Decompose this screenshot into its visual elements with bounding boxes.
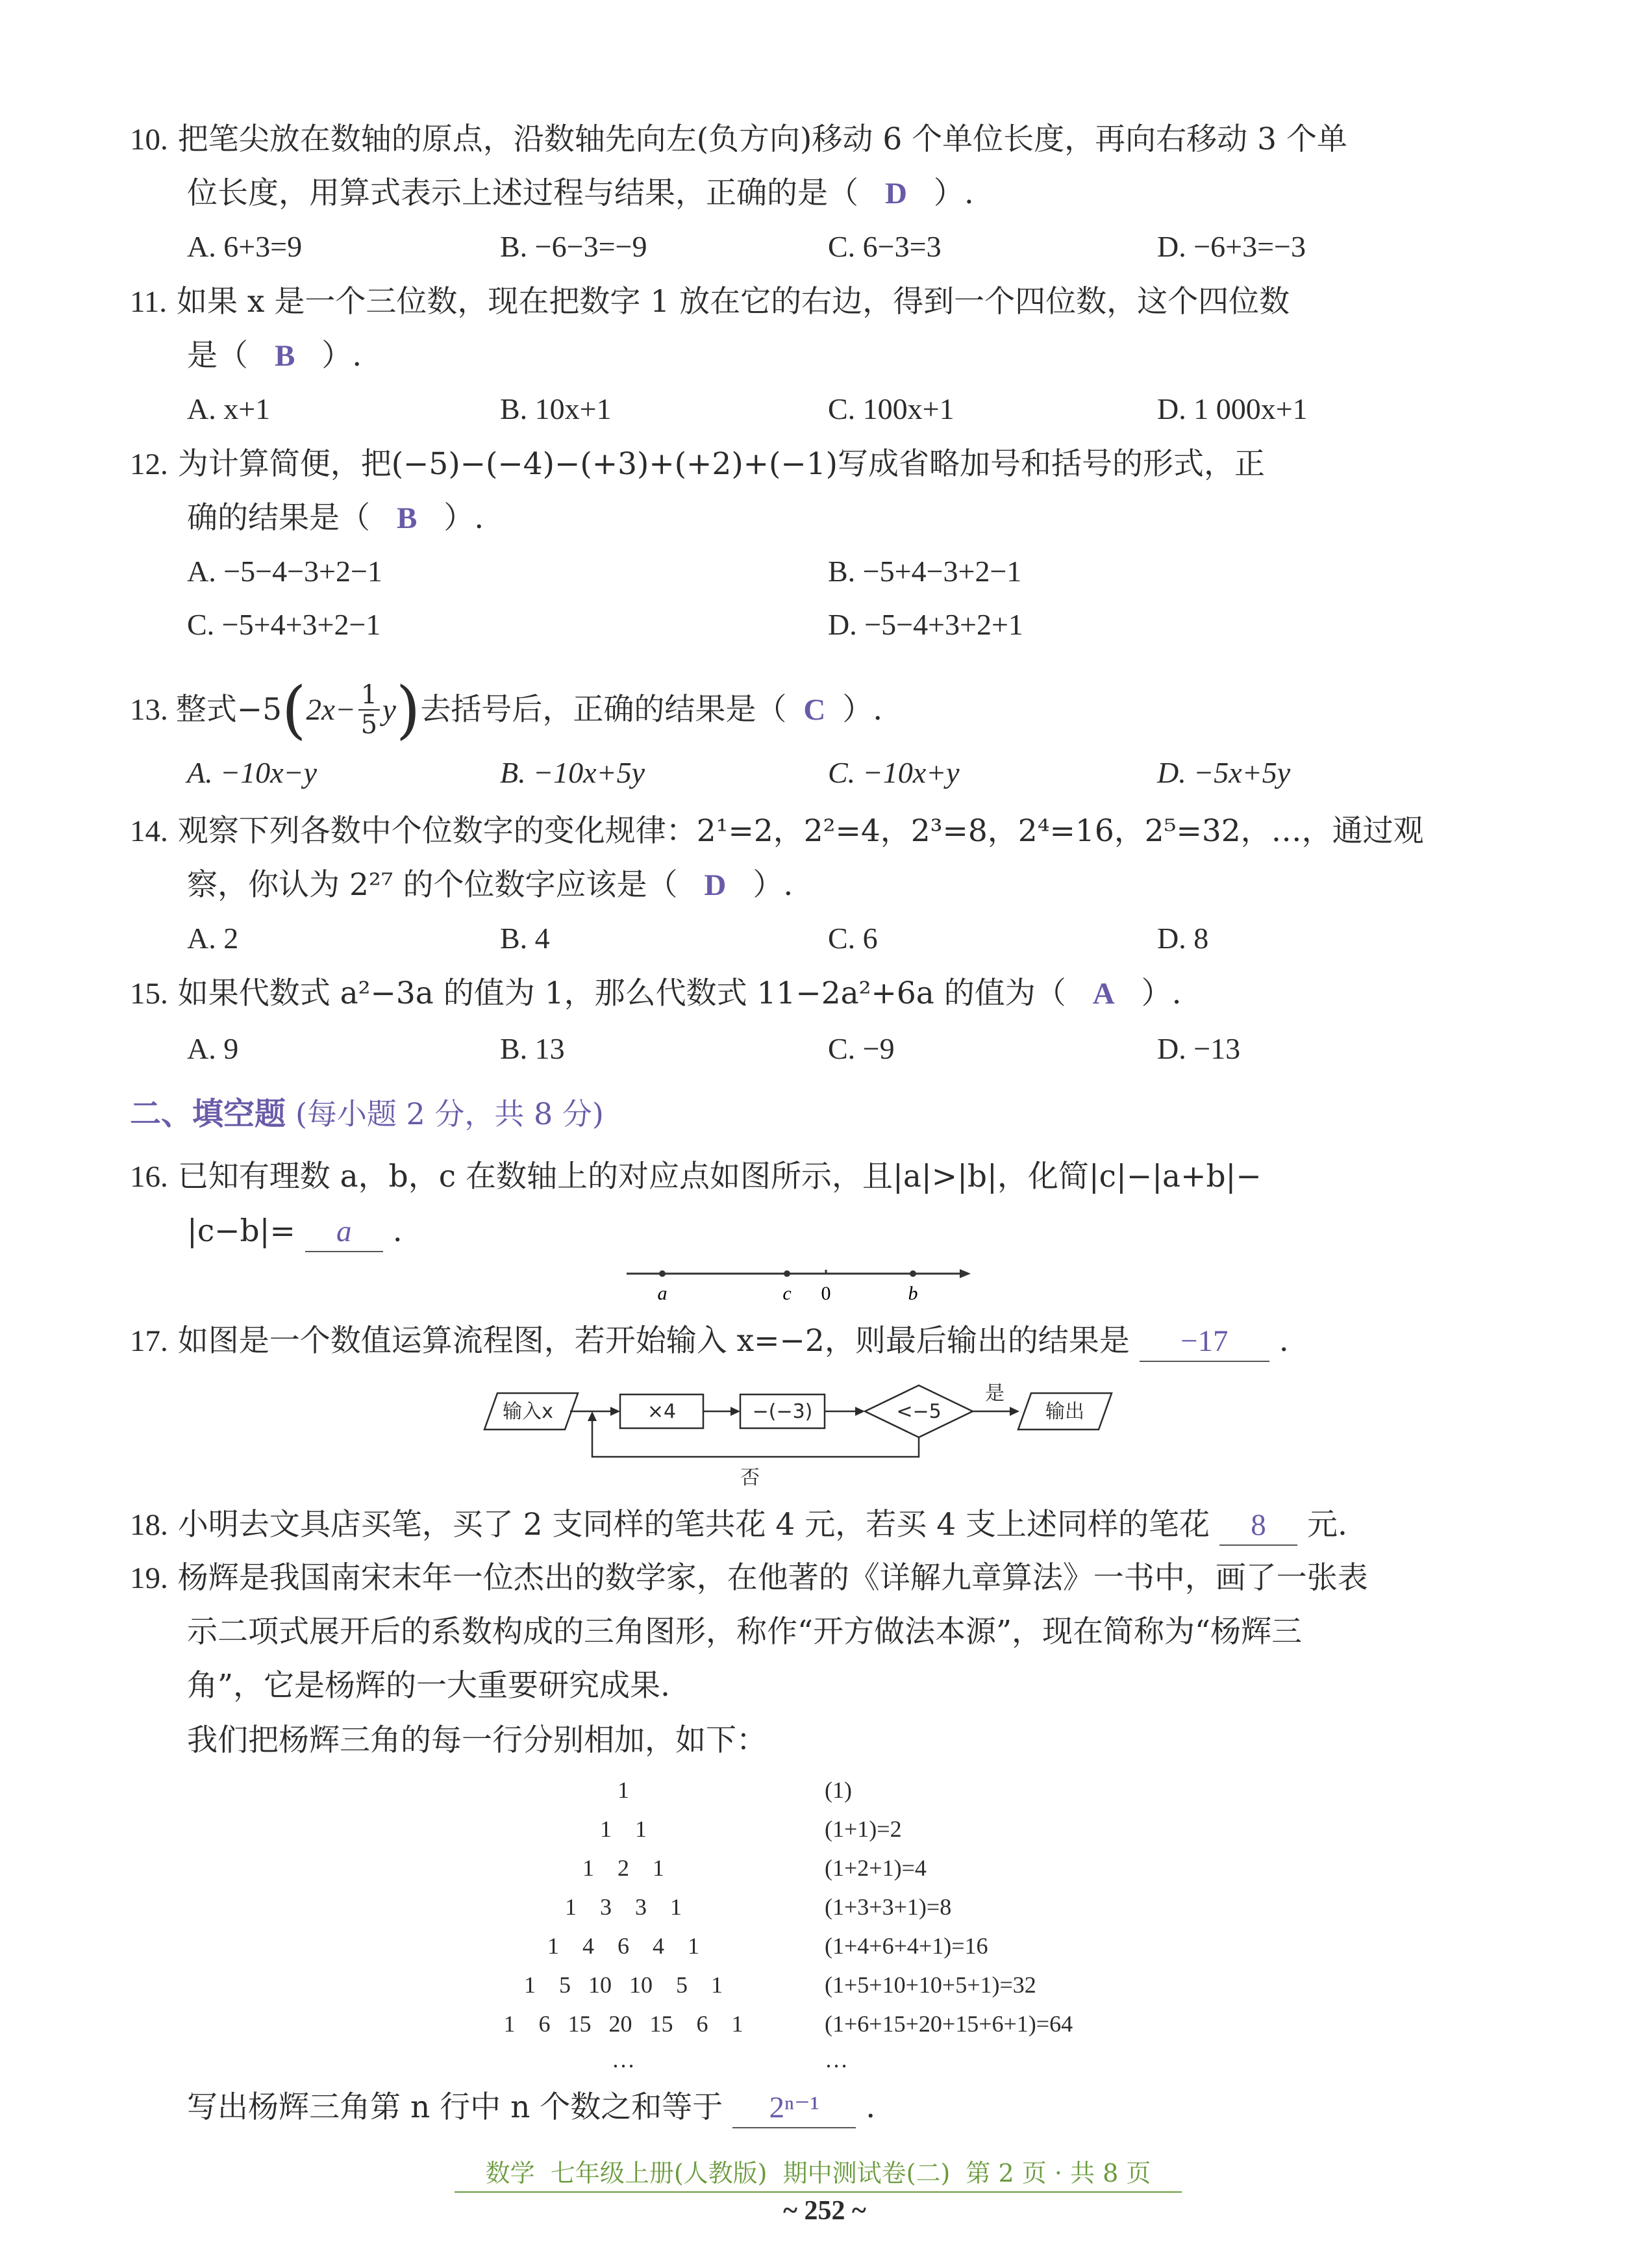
yh-sum-7: (1+6+15+20+15+6+1)=64 <box>825 2011 1073 2037</box>
section2-title: 二、填空题 <box>130 1096 286 1132</box>
flow-step2-label: −(−3) <box>752 1400 813 1423</box>
q13-fraction <box>358 681 380 739</box>
q18-line1 <box>130 1506 1347 1546</box>
q13-text-d: 去括号后，正确的结果是（ <box>420 692 787 727</box>
label-c: c <box>782 1283 792 1304</box>
flow-loop-arrowhead <box>588 1411 597 1421</box>
q18-close: 元. <box>1306 1507 1347 1543</box>
q13-number: 13. <box>130 693 168 727</box>
q15-option-a: A. 9 <box>187 1032 239 1065</box>
q11-text: 如果 x 是一个三位数，现在把数字 1 放在它的右边，得到一个四位数，这个四位数 <box>176 284 1290 320</box>
q16-number-line <box>623 1257 974 1309</box>
q17-text: 如图是一个数值运算流程图，若开始输入 x=−2，则最后输出的结果是 <box>177 1323 1130 1359</box>
q13-option-b: B. −10x+5y <box>500 756 645 789</box>
yh-sum-5: (1+4+6+4+1)=16 <box>825 1933 988 1959</box>
q13-text-c: y <box>382 693 396 727</box>
q10-option-b: B. −6−3=−9 <box>500 230 647 263</box>
q19-line4: 我们把杨辉三角的每一行分别相加，如下： <box>187 1722 767 1758</box>
q12-line2 <box>187 499 484 538</box>
q14-line2 <box>187 866 793 905</box>
q11-close: ）. <box>321 338 362 373</box>
q15-option-c: C. −9 <box>828 1032 895 1065</box>
q11-option-d: D. 1 000x+1 <box>1157 392 1308 425</box>
q14-close: ）. <box>753 867 793 903</box>
q14-option-b: B. 4 <box>500 922 550 955</box>
q14-number: 14. <box>130 814 168 848</box>
q15-close: ）. <box>1141 976 1182 1011</box>
q11-text-2: 是（ <box>187 338 248 373</box>
q19-answer: 2ⁿ⁻¹ <box>732 2088 856 2128</box>
q18-text: 小明去文具店买笔，买了 2 支同样的笔共花 4 元，若买 4 支上述同样的笔花 <box>177 1507 1210 1543</box>
q16-line1 <box>130 1157 1262 1196</box>
yh-row-4: 1 3 3 1 <box>565 1894 682 1920</box>
yh-row-2: 1 1 <box>600 1816 647 1842</box>
q17-answer: −17 <box>1140 1322 1269 1362</box>
q19-line3: 角”，它是杨辉的一大重要研究成果. <box>187 1668 670 1704</box>
q10-text: 把笔尖放在数轴的原点，沿数轴先向左(负方向)移动 6 个单位长度，再向右移动 3 个单 <box>177 121 1347 157</box>
q16-text-2: |c−b|= <box>187 1213 295 1249</box>
q12-option-c: C. −5+4+3+2−1 <box>187 608 381 641</box>
yh-sum-1: (1) <box>825 1777 852 1803</box>
q11-number: 11. <box>130 285 168 319</box>
q18-answer: 8 <box>1219 1506 1297 1546</box>
flow-output-label: 输出 <box>1045 1400 1084 1423</box>
q12-option-d: D. −5−4+3+2+1 <box>828 608 1023 641</box>
q16-line2 <box>187 1212 403 1252</box>
flow-condition-label: <−5 <box>896 1400 942 1423</box>
q10-line2 <box>187 174 974 213</box>
q19-line1 <box>130 1559 1368 1598</box>
q12-close: ）. <box>443 500 484 536</box>
q15-answer: A <box>1092 977 1115 1011</box>
q15-number: 15. <box>130 977 168 1011</box>
q13-answer: C <box>803 693 826 727</box>
q13-option-a: A. −10x−y <box>187 756 318 789</box>
q16-close: . <box>392 1213 403 1249</box>
section2-subtitle: (每小题 2 分，共 8 分) <box>295 1096 604 1131</box>
yh-row-6: 1 5 10 10 5 1 <box>524 1972 723 1998</box>
yh-row-7: 1 6 15 20 15 6 1 <box>503 2011 743 2037</box>
q11-line1 <box>130 283 1290 321</box>
q19-question: 写出杨辉三角第 n 行中 n 个数之和等于 <box>187 2089 723 2125</box>
q17-flowchart <box>481 1380 1130 1491</box>
footer-info: 数学 七年级上册(人教版) 期中测试卷(二) 第 2 页 · 共 8 页 <box>455 2153 1182 2193</box>
flow-input-label: 输入x <box>503 1400 553 1423</box>
flow-no-label: 否 <box>740 1467 760 1489</box>
q13-text-b: 2x− <box>306 693 356 727</box>
q17-close: . <box>1279 1323 1289 1359</box>
yh-sum-ellipsis: … <box>825 2047 848 2073</box>
q14-answer: D <box>704 868 727 902</box>
point-b <box>910 1270 916 1277</box>
number-line-arrow <box>960 1269 971 1278</box>
q16-number: 16. <box>130 1160 168 1194</box>
yh-sum-6: (1+5+10+10+5+1)=32 <box>825 1972 1036 1998</box>
flow-arrowhead-2 <box>730 1407 740 1416</box>
q13-frac-num: 1 <box>358 681 380 711</box>
q13-right-paren: ) <box>395 674 421 746</box>
q11-option-b: B. 10x+1 <box>500 392 612 425</box>
flow-arrowhead-yes <box>1010 1407 1019 1416</box>
q12-answer: B <box>396 501 418 535</box>
q10-line1 <box>130 120 1347 159</box>
q19-text: 杨辉是我国南宋末年一位杰出的数学家，在他著的《详解九章算法》一书中，画了一张表 <box>177 1560 1368 1596</box>
q13-option-d: D. −5x+5y <box>1157 756 1291 789</box>
flow-loop-line <box>592 1418 919 1457</box>
page-number: ~ 252 ~ <box>783 2196 866 2226</box>
q10-text-2: 位长度，用算式表示上述过程与结果，正确的是（ <box>187 175 858 211</box>
label-zero: 0 <box>821 1283 831 1304</box>
q10-option-d: D. −6+3=−3 <box>1157 230 1306 263</box>
q10-answer: D <box>884 177 907 210</box>
q14-option-d: D. 8 <box>1157 922 1209 955</box>
q14-option-a: A. 2 <box>187 922 239 955</box>
label-a: a <box>657 1283 668 1304</box>
section2-heading <box>130 1094 604 1134</box>
q10-option-c: C. 6−3=3 <box>828 230 942 263</box>
q15-option-d: D. −13 <box>1157 1032 1241 1065</box>
q15-line1 <box>130 974 1182 1013</box>
q14-text-2: 察，你认为 2²⁷ 的个位数字应该是（ <box>187 867 678 903</box>
q11-option-c: C. 100x+1 <box>828 392 955 425</box>
q19-close: . <box>866 2089 876 2125</box>
q15-text: 如果代数式 a²−3a 的值为 1，那么代数式 11−2a²+6a 的值为（ <box>177 976 1066 1011</box>
q11-line2 <box>187 336 362 375</box>
yh-row-ellipsis: … <box>612 2047 635 2073</box>
q13-close: ）. <box>842 692 883 727</box>
yh-sum-4: (1+3+3+1)=8 <box>825 1894 952 1920</box>
yh-row-1: 1 <box>618 1777 629 1803</box>
flow-step1-label: ×4 <box>647 1400 677 1423</box>
q12-number: 12. <box>130 447 168 481</box>
q19-number: 19. <box>130 1561 168 1595</box>
q14-line1 <box>130 812 1424 851</box>
q13-line1 <box>130 674 883 746</box>
q10-number: 10. <box>130 123 168 157</box>
label-b: b <box>908 1283 918 1304</box>
q17-line1 <box>130 1322 1289 1362</box>
q14-text: 观察下列各数中个位数字的变化规律：2¹=2，2²=4，2³=8，2⁴=16，2⁵=32，…，通过观 <box>177 813 1424 849</box>
q13-text-a: 整式−5 <box>175 692 282 727</box>
point-a <box>659 1270 666 1277</box>
q19-line2: 示二项式展开后的系数构成的三角图形，称作“开方做法本源”，现在简称为“杨辉三 <box>187 1614 1303 1650</box>
q11-option-a: A. x+1 <box>187 392 271 425</box>
q16-text: 已知有理数 a，b，c 在数轴上的对应点如图所示，且|a|>|b|，化简|c|−|a+b|− <box>177 1159 1262 1194</box>
point-c <box>784 1270 790 1277</box>
q13-left-paren: ( <box>282 674 306 746</box>
q18-number: 18. <box>130 1508 168 1542</box>
yh-sum-3: (1+2+1)=4 <box>825 1855 927 1881</box>
q15-option-b: B. 13 <box>500 1032 565 1065</box>
q10-option-a: A. 6+3=9 <box>187 230 303 263</box>
q17-number: 17. <box>130 1324 168 1358</box>
q12-option-b: B. −5+4−3+2−1 <box>828 555 1022 588</box>
q14-option-c: C. 6 <box>828 922 878 955</box>
q16-answer: a <box>305 1212 383 1252</box>
q12-text-2: 确的结果是（ <box>187 500 370 536</box>
q19-last-line <box>187 2088 875 2128</box>
q12-option-a: A. −5−4−3+2−1 <box>187 555 382 588</box>
yh-sum-2: (1+1)=2 <box>825 1816 902 1842</box>
q12-text: 为计算简便，把(−5)−(−4)−(+3)+(+2)+(−1)写成省略加号和括号的形式，正 <box>177 446 1266 482</box>
yh-row-3: 1 2 1 <box>582 1855 664 1881</box>
flow-yes-label: 是 <box>985 1382 1005 1405</box>
q11-answer: B <box>274 339 295 373</box>
q13-option-c: C. −10x+y <box>828 756 960 789</box>
q10-close: ）. <box>933 175 974 211</box>
yh-row-5: 1 4 6 4 1 <box>547 1933 699 1959</box>
flow-arrowhead-1 <box>610 1407 620 1416</box>
q12-line1 <box>130 445 1265 484</box>
q13-frac-den: 5 <box>360 710 378 740</box>
